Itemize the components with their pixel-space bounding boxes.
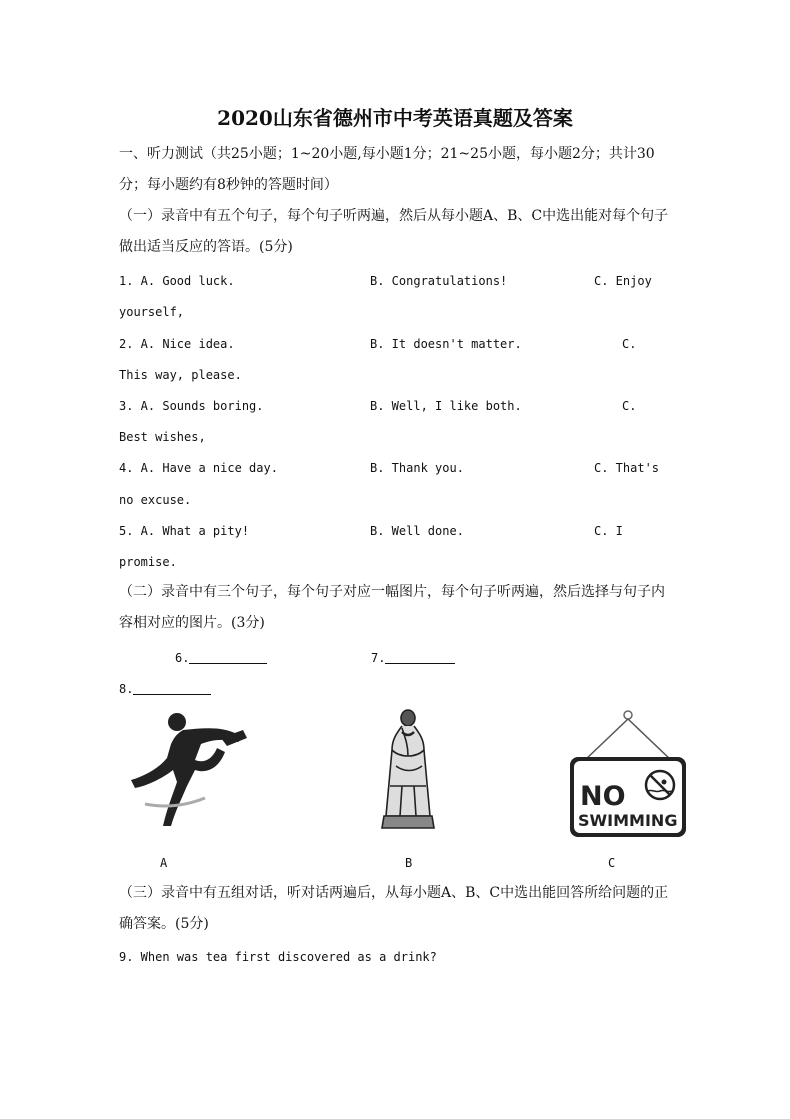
section-heading-line2: 分；每小题约有8秒钟的答题时间） [119,177,338,193]
q6-number: 6. [175,651,190,665]
picture-label-c: C [608,856,616,870]
q4-option-b: B. Thank you. [370,461,464,475]
picture-label-b: B [405,856,413,870]
q1-option-c: C. Enjoy [594,274,652,288]
q4-option-a: 4. A. Have a nice day. [119,461,278,475]
q5-option-b: B. Well done. [370,524,464,538]
q4-option-c: C. That's [594,461,660,475]
part3-instruction-line2: 确答案。(5分) [119,916,209,932]
part3-instruction-line1: （三）录音中有五组对话，听对话两遍后，从每小题A、B、C中选出能回答所给问题的正 [119,885,669,901]
part2-instruction-line1: （二）录音中有三个句子，每个句子对应一幅图片，每个句子听两遍，然后选择与句子内 [119,584,665,600]
q7-number: 7. [371,651,386,665]
q7-answer-blank[interactable] [371,651,455,664]
sign-text-no: NO [580,781,626,812]
q1-option-b: B. Congratulations! [370,274,508,288]
q6-answer-blank[interactable] [175,651,267,664]
q1-option-c-continued: yourself, [119,305,185,319]
q7-blank-line[interactable] [385,651,455,664]
q2-option-a: 2. A. Nice idea. [119,337,235,351]
part2-instruction-line2: 容相对应的图片。(3分) [119,615,265,631]
q3-option-a: 3. A. Sounds boring. [119,399,264,413]
q4-option-c-continued: no excuse. [119,493,192,507]
sprinter-icon [125,708,255,833]
q6-blank-line[interactable] [189,651,267,664]
part1-instruction-line1: （一）录音中有五个句子，每个句子听两遍，然后从每小题A、B、C中选出能对每个句子 [119,208,669,224]
q8-answer-blank[interactable] [119,682,211,695]
q9-question: 9. When was tea first discovered as a drink? [119,950,437,964]
page-title: 2020山东省德州市中考英语真题及答案 [217,106,573,130]
q3-option-c-continued: Best wishes, [119,430,206,444]
q3-option-c: C. [622,399,637,413]
section-heading-line1: 一、听力测试（共25小题；1~20小题,每小题1分；21~25小题，每小题2分；共计30 [119,146,655,162]
q2-option-b: B. It doesn't matter. [370,337,522,351]
q2-option-c-continued: This way, please. [119,368,242,382]
q5-option-c-continued: promise. [119,555,177,569]
part1-instruction-line2: 做出适当反应的答语。(5分) [119,239,293,255]
q8-number: 8. [119,682,134,696]
sign-text-swimming: SWIMMING [578,811,678,830]
picture-label-a: A [160,856,168,870]
q3-option-b: B. Well, I like both. [370,399,522,413]
q2-option-c: C. [622,337,637,351]
no-swimming-sign-icon [566,705,690,841]
q1-option-a: 1. A. Good luck. [119,274,235,288]
q8-blank-line[interactable] [133,682,211,695]
q5-option-a: 5. A. What a pity! [119,524,250,538]
q5-option-c: C. I [594,524,623,538]
confucius-figure-icon [372,706,444,836]
